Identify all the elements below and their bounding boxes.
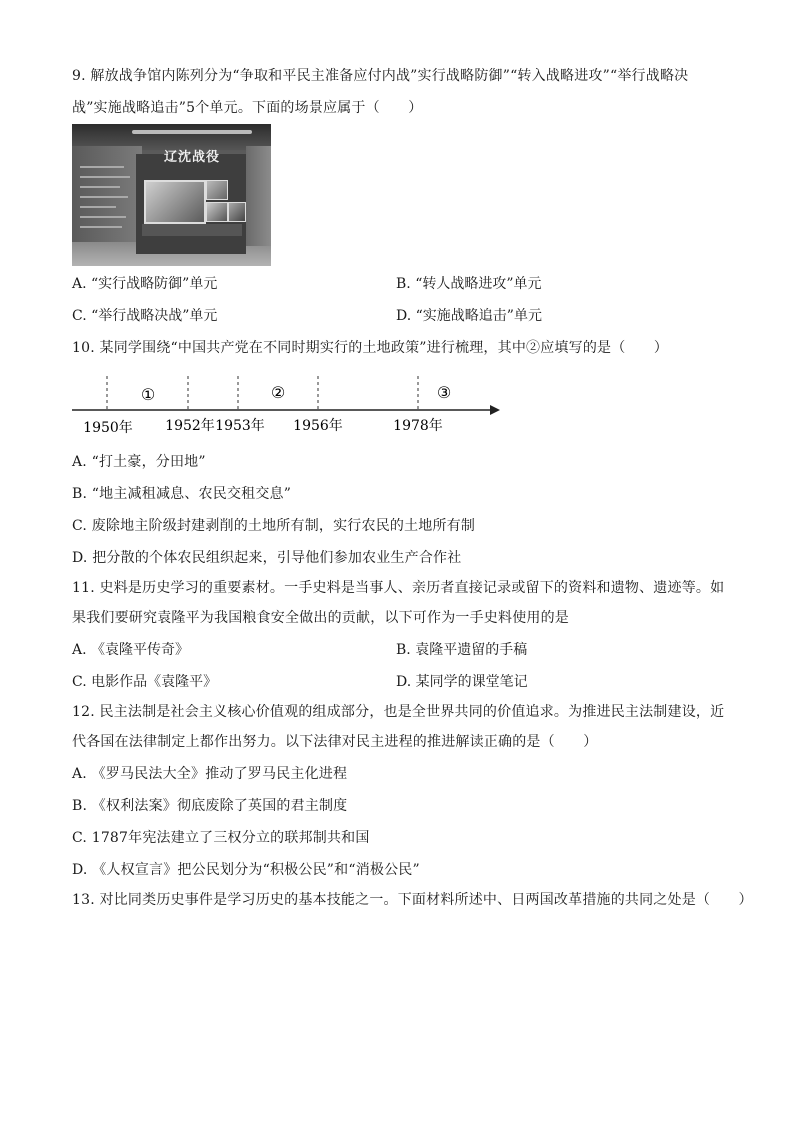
land-policy-timeline <box>72 372 512 436</box>
q9-option-b: B. “转人战略进攻”单元 <box>396 276 542 292</box>
q12-option-a: A. 《罗马民法大全》推动了罗马民主化进程 <box>72 766 348 782</box>
timeline-year-1956: 1956年 <box>293 418 343 434</box>
q10-option-d: D. 把分散的个体农民组织起来，引导他们参加农业生产合作社 <box>72 550 462 566</box>
q12-option-c: C. 1787年宪法建立了三权分立的联邦制共和国 <box>72 830 370 846</box>
q12-option-d: D. 《人权宣言》把公民划分为“积极公民”和“消极公民” <box>72 862 420 878</box>
liaoshen-campaign-exhibit-photo <box>72 124 271 266</box>
timeline-arrow <box>490 405 500 415</box>
q10-stem-line1: 10. 某同学围绕“中国共产党在不同时期实行的土地政策”进行梳理，其中②应填写的是（ ） <box>72 340 669 356</box>
timeline-mark-1: ① <box>140 385 156 404</box>
q10-option-c: C. 废除地主阶级封建剥削的土地所有制，实行农民的土地所有制 <box>72 518 476 534</box>
timeline-year-1978: 1978年 <box>393 418 443 434</box>
q9-stem-line1: 9. 解放战争馆内陈列分为“争取和平民主准备应付内战”实行战略防御”“转入战略进攻”“举行战略决 <box>72 68 689 84</box>
timeline-year-1952: 1952年 <box>165 418 215 434</box>
q10-option-a: A. “打土豪，分田地” <box>72 454 206 470</box>
q11-option-c: C. 电影作品《袁隆平》 <box>72 674 218 690</box>
q12-stem-line2: 代各国在法律制定上都作出努力。以下法律对民主进程的推进解读正确的是（ ） <box>72 734 598 750</box>
timeline-mark-3: ③ <box>436 383 452 402</box>
q9-option-a: A. “实行战略防御”单元 <box>72 276 218 292</box>
q11-stem-line2: 果我们要研究袁隆平为我国粮食安全做出的贡献，以下可作为一手史料使用的是 <box>72 610 569 626</box>
q10-option-b: B. “地主减租减息、农民交租交息” <box>72 486 292 502</box>
q11-option-b: B. 袁隆平遗留的手稿 <box>396 642 528 658</box>
q9-option-c: C. “举行战略决战”单元 <box>72 308 218 324</box>
q12-stem-line1: 12. 民主法制是社会主义核心价值观的组成部分，也是全世界共同的价值追求。为推进民主法制建设，近 <box>72 704 725 720</box>
q13-stem-line1: 13. 对比同类历史事件是学习历史的基本技能之一。下面材料所述中、日两国改革措施的共同之处是（ ） <box>72 892 753 908</box>
q11-option-a: A. 《袁隆平传奇》 <box>72 642 190 658</box>
q12-option-b: B. 《权利法案》彻底废除了英国的君主制度 <box>72 798 348 814</box>
q9-option-d: D. “实施战略追击”单元 <box>396 308 542 324</box>
timeline-mark-2: ② <box>270 383 286 402</box>
q9-stem-line2: 战”实施战略追击”5个单元。下面的场景应属于（ ） <box>72 100 423 116</box>
exhibit-title: 辽沈战役 <box>164 150 221 165</box>
q11-option-d: D. 某同学的课堂笔记 <box>396 674 528 690</box>
q11-stem-line1: 11. 史料是历史学习的重要素材。一手史料是当事人、亲历者直接记录或留下的资料和遗物、遗迹等。如 <box>72 580 725 596</box>
timeline-year-1953: 1953年 <box>215 418 265 434</box>
timeline-year-1950: 1950年 <box>83 420 133 436</box>
